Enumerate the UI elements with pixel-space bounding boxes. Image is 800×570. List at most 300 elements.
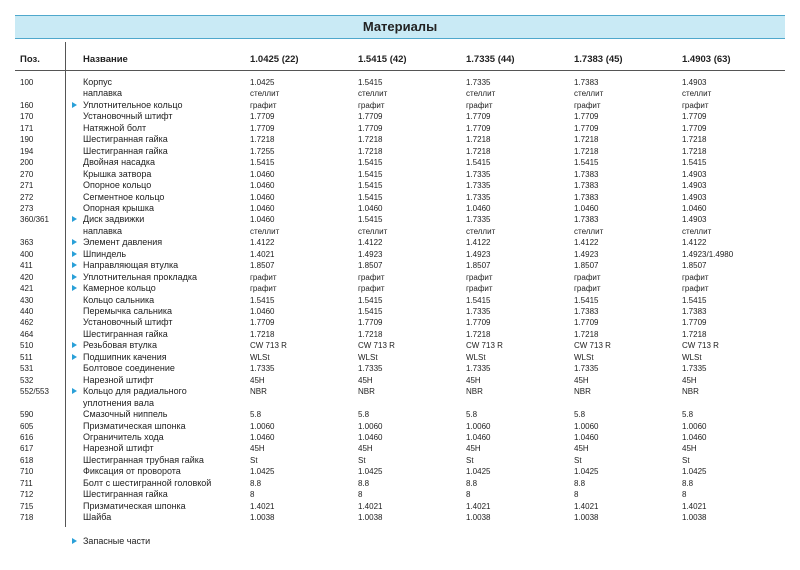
cell-material-2: 1.7218 xyxy=(358,146,383,156)
cell-pos: 272 xyxy=(20,192,34,202)
cell-material-1: 1.7709 xyxy=(250,318,275,328)
cell-pos: 400 xyxy=(20,249,34,259)
spare-part-marker-icon xyxy=(72,274,77,280)
cell-material-1: 1.0460 xyxy=(250,192,275,202)
table-row xyxy=(0,443,800,454)
cell-material-5: 1.4903 xyxy=(682,215,707,225)
cell-material-4: 1.7383 xyxy=(574,307,599,316)
cell-material-3: 1.7218 xyxy=(466,146,491,156)
cell-material-1: 1.0460 xyxy=(250,169,275,179)
cell-material-4: 1.7335 xyxy=(574,364,599,374)
cell-material-2: 45H xyxy=(358,444,373,454)
cell-pos: 170 xyxy=(20,112,34,122)
cell-material-2: 1.5415 xyxy=(358,158,383,168)
cell-material-2: St xyxy=(358,455,366,465)
cell-material-5: 1.7218 xyxy=(682,135,707,145)
cell-material-4: 1.7709 xyxy=(574,318,599,328)
cell-material-1: 1.0038 xyxy=(250,513,275,523)
cell-material-2: 1.0425 xyxy=(358,467,383,477)
cell-material-1: 1.7335 xyxy=(250,364,275,374)
cell-material-4: 1.7709 xyxy=(574,123,599,133)
cell-material-1: 1.0425 xyxy=(250,467,275,477)
footnote-text: Запасные части xyxy=(83,536,151,546)
cell-pos: 718 xyxy=(20,513,34,523)
cell-material-1: 1.0425 xyxy=(250,78,275,87)
cell-pos: 440 xyxy=(20,307,34,316)
cell-name: Призматическая шпонка xyxy=(83,500,186,511)
spare-part-marker-icon xyxy=(72,538,77,544)
cell-material-3: 1.0460 xyxy=(466,432,491,442)
cell-pos: 618 xyxy=(20,455,34,465)
spare-part-marker-icon xyxy=(72,285,77,291)
cell-pos: 270 xyxy=(20,169,34,179)
cell-material-3: St xyxy=(466,455,474,465)
cell-material-5: 1.0425 xyxy=(682,467,707,477)
table-row xyxy=(0,203,800,214)
cell-material-2: 8 xyxy=(358,490,363,500)
cell-material-2: 1.5415 xyxy=(358,307,383,316)
cell-material-3: 1.7335 xyxy=(466,181,491,191)
cell-material-1: графит xyxy=(250,272,277,282)
cell-material-3: WLSt xyxy=(466,352,486,362)
cell-material-5: 1.4122 xyxy=(682,238,707,248)
cell-pos: 200 xyxy=(20,158,34,168)
cell-material-1: стеллит xyxy=(250,89,280,99)
cell-material-4: графит xyxy=(574,284,601,294)
cell-material-4: 1.7383 xyxy=(574,192,599,202)
table-row xyxy=(0,88,800,99)
cell-material-5: WLSt xyxy=(682,352,702,362)
cell-material-3: 1.7218 xyxy=(466,135,491,145)
cell-material-5: 1.0060 xyxy=(682,421,707,431)
cell-material-2: 1.0060 xyxy=(358,421,383,431)
header-divider xyxy=(15,70,785,71)
table-row xyxy=(0,237,800,248)
cell-material-5: графит xyxy=(682,272,709,282)
cell-material-4: 45H xyxy=(574,375,589,385)
cell-material-4: 1.7218 xyxy=(574,329,599,339)
cell-name: Перемычка сальника xyxy=(83,306,173,316)
cell-material-5: стеллит xyxy=(682,226,712,236)
cell-name: Шестигранная гайка xyxy=(83,134,168,145)
table-row xyxy=(0,398,800,409)
cell-name: Шестигранная гайка xyxy=(83,489,168,500)
cell-material-1: 1.0460 xyxy=(250,203,275,213)
cell-material-2: графит xyxy=(358,284,385,294)
table-row xyxy=(0,123,800,134)
cell-pos: 430 xyxy=(20,295,34,305)
cell-material-4: St xyxy=(574,455,582,465)
cell-material-3: 1.0060 xyxy=(466,421,491,431)
cell-material-5: 1.7709 xyxy=(682,112,707,122)
cell-pos: 616 xyxy=(20,432,34,442)
cell-material-3: 1.0460 xyxy=(466,203,491,213)
cell-material-2: WLSt xyxy=(358,352,378,362)
cell-material-4: 45H xyxy=(574,444,589,454)
cell-name: Уплотнительное кольцо xyxy=(83,99,183,110)
cell-name: Нарезной штифт xyxy=(83,374,154,385)
cell-material-3: 1.7335 xyxy=(466,192,491,202)
cell-pos: 510 xyxy=(20,341,34,351)
header-col-4: 1.7383 (45) xyxy=(574,54,623,65)
cell-material-1: 1.0460 xyxy=(250,432,275,442)
cell-material-4: 1.5415 xyxy=(574,158,599,168)
cell-name: Резьбовая втулка xyxy=(83,340,157,351)
cell-pos: 710 xyxy=(20,467,34,477)
cell-pos: 194 xyxy=(20,146,34,156)
cell-material-4: 1.7383 xyxy=(574,215,599,225)
cell-pos: 531 xyxy=(20,364,34,374)
cell-material-2: графит xyxy=(358,100,385,110)
cell-material-5: стеллит xyxy=(682,89,712,99)
cell-pos: 590 xyxy=(20,410,34,420)
cell-name: Диск задвижки xyxy=(83,214,145,225)
cell-material-1: NBR xyxy=(250,387,267,397)
cell-material-5: 1.4021 xyxy=(682,501,707,511)
cell-material-5: NBR xyxy=(682,387,699,397)
cell-material-2: 1.7709 xyxy=(358,112,383,122)
cell-material-4: 1.7383 xyxy=(574,181,599,191)
cell-material-3: 1.4923 xyxy=(466,249,491,259)
cell-material-4: 1.0060 xyxy=(574,421,599,431)
table-row xyxy=(0,111,800,122)
cell-material-2: NBR xyxy=(358,387,375,397)
cell-material-5: 1.0460 xyxy=(682,203,707,213)
cell-pos: 532 xyxy=(20,375,34,385)
cell-name: Ограничитель хода xyxy=(83,431,164,442)
table-row xyxy=(0,375,800,386)
cell-material-3: стеллит xyxy=(466,226,496,236)
cell-material-2: CW 713 R xyxy=(358,341,395,351)
cell-material-1: 1.7218 xyxy=(250,135,275,145)
cell-material-1: 1.7218 xyxy=(250,329,275,339)
spare-part-marker-icon xyxy=(72,239,77,245)
cell-pos: 171 xyxy=(20,123,34,133)
cell-material-5: 1.7383 xyxy=(682,307,707,316)
cell-material-5: 1.8507 xyxy=(682,261,707,271)
cell-name: Кольцо для радиального xyxy=(83,386,187,397)
cell-material-3: 1.7335 xyxy=(466,307,491,316)
cell-name: Нарезной штифт xyxy=(83,443,154,454)
cell-name: Фиксация от проворота xyxy=(83,466,181,477)
cell-material-2: 1.0460 xyxy=(358,203,383,213)
cell-material-4: 1.4021 xyxy=(574,501,599,511)
header-col-2: 1.5415 (42) xyxy=(358,54,407,65)
cell-material-3: 1.7335 xyxy=(466,169,491,179)
cell-material-5: 1.4903 xyxy=(682,78,707,87)
table-row xyxy=(0,386,800,397)
title-bar xyxy=(15,15,785,39)
cell-material-1: 1.0060 xyxy=(250,421,275,431)
header-col-3: 1.7335 (44) xyxy=(466,54,515,65)
table-row xyxy=(0,466,800,477)
spare-part-marker-icon xyxy=(72,354,77,360)
cell-name: наплавка xyxy=(83,225,123,236)
cell-material-3: 5.8 xyxy=(466,410,478,420)
table-row xyxy=(0,192,800,203)
cell-material-3: графит xyxy=(466,100,493,110)
cell-material-3: 1.7335 xyxy=(466,364,491,374)
cell-material-3: 1.8507 xyxy=(466,261,491,271)
table-row xyxy=(0,489,800,500)
cell-material-2: 1.4923 xyxy=(358,249,383,259)
cell-material-3: 1.4021 xyxy=(466,501,491,511)
cell-material-4: стеллит xyxy=(574,89,604,99)
table-row xyxy=(0,340,800,351)
cell-material-5: 1.0038 xyxy=(682,513,707,523)
table-row xyxy=(0,329,800,340)
cell-name: Болт с шестигранной головкой xyxy=(83,477,212,488)
cell-name: Элемент давления xyxy=(83,237,163,248)
cell-material-3: 8.8 xyxy=(466,478,478,488)
cell-pos: 360/361 xyxy=(20,215,49,225)
cell-material-5: 1.4903 xyxy=(682,169,707,179)
cell-material-1: 1.0460 xyxy=(250,215,275,225)
cell-material-5: 8 xyxy=(682,490,687,500)
cell-material-5: 1.7709 xyxy=(682,123,707,133)
cell-pos: 462 xyxy=(20,318,34,328)
cell-material-2: 1.7218 xyxy=(358,135,383,145)
table-row xyxy=(0,512,800,523)
cell-name: Шестигранная трубная гайка xyxy=(83,454,204,465)
cell-material-5: 1.4903 xyxy=(682,192,707,202)
header-col-5: 1.4903 (63) xyxy=(682,54,731,65)
cell-material-3: 1.7218 xyxy=(466,329,491,339)
cell-material-4: 8 xyxy=(574,490,579,500)
spare-part-marker-icon xyxy=(72,102,77,108)
table-row xyxy=(0,134,800,145)
table-row xyxy=(0,501,800,512)
cell-material-5: St xyxy=(682,455,690,465)
cell-material-3: 1.0038 xyxy=(466,513,491,523)
cell-material-1: 1.4021 xyxy=(250,249,275,259)
cell-material-2: 1.0460 xyxy=(358,432,383,442)
cell-material-3: 1.7335 xyxy=(466,78,491,87)
cell-material-5: 8.8 xyxy=(682,478,694,488)
cell-material-2: стеллит xyxy=(358,226,388,236)
cell-material-2: 1.7335 xyxy=(358,364,383,374)
cell-pos: 617 xyxy=(20,444,34,454)
cell-material-2: 1.5415 xyxy=(358,295,383,305)
cell-material-4: графит xyxy=(574,272,601,282)
table-row xyxy=(0,432,800,443)
cell-material-4: 8.8 xyxy=(574,478,586,488)
table-row xyxy=(0,226,800,237)
cell-material-2: 1.7218 xyxy=(358,329,383,339)
cell-material-3: 1.7335 xyxy=(466,215,491,225)
cell-name: Кольцо сальника xyxy=(83,294,155,305)
cell-material-3: 1.7709 xyxy=(466,318,491,328)
spare-part-marker-icon xyxy=(72,388,77,394)
cell-material-1: 1.4122 xyxy=(250,238,275,248)
cell-material-1: St xyxy=(250,455,258,465)
cell-material-3: NBR xyxy=(466,387,483,397)
cell-material-2: 1.7709 xyxy=(358,318,383,328)
cell-material-2: 1.4122 xyxy=(358,238,383,248)
cell-name: Установочный штифт xyxy=(83,111,173,122)
cell-material-5: 1.7218 xyxy=(682,146,707,156)
cell-pos: 271 xyxy=(20,181,34,191)
cell-pos: 411 xyxy=(20,261,33,271)
cell-material-1: 5.8 xyxy=(250,410,262,420)
cell-material-4: CW 713 R xyxy=(574,341,611,351)
table-row xyxy=(0,249,800,260)
cell-material-3: 45H xyxy=(466,375,481,385)
table-row xyxy=(0,77,800,88)
cell-material-2: 1.5415 xyxy=(358,78,383,87)
cell-pos: 160 xyxy=(20,100,34,110)
cell-pos: 363 xyxy=(20,238,34,248)
cell-pos: 605 xyxy=(20,421,34,431)
cell-name: Уплотнительная прокладка xyxy=(83,271,198,282)
cell-pos: 552/553 xyxy=(20,387,49,397)
cell-material-2: 1.0038 xyxy=(358,513,383,523)
cell-name: Болтовое соединение xyxy=(83,363,175,374)
table-row xyxy=(0,100,800,111)
cell-material-2: 8.8 xyxy=(358,478,370,488)
cell-name: Шпиндель xyxy=(83,248,127,259)
cell-material-5: 5.8 xyxy=(682,410,694,420)
cell-material-1: графит xyxy=(250,284,277,294)
cell-name: Подшипник качения xyxy=(83,351,167,362)
cell-material-2: графит xyxy=(358,272,385,282)
cell-pos: 715 xyxy=(20,501,34,511)
cell-material-1: 1.5415 xyxy=(250,158,275,168)
cell-material-4: 1.8507 xyxy=(574,261,599,271)
cell-material-1: 1.7255 xyxy=(250,146,275,156)
cell-material-1: 1.7709 xyxy=(250,112,275,122)
cell-pos: 190 xyxy=(20,135,34,145)
cell-name: Корпус xyxy=(83,77,113,87)
header-pos: Поз. xyxy=(20,54,40,65)
footnote xyxy=(0,536,800,548)
cell-material-2: 5.8 xyxy=(358,410,370,420)
cell-name: Опорное кольцо xyxy=(83,180,152,191)
cell-material-4: 1.0038 xyxy=(574,513,599,523)
spare-part-marker-icon xyxy=(72,216,77,222)
cell-material-5: 1.7218 xyxy=(682,329,707,339)
cell-material-5: 1.5415 xyxy=(682,158,707,168)
cell-material-5: графит xyxy=(682,100,709,110)
cell-pos: 421 xyxy=(20,284,34,294)
page-title: Материалы xyxy=(362,19,438,34)
cell-material-1: WLSt xyxy=(250,352,270,362)
cell-material-2: 1.7709 xyxy=(358,123,383,133)
cell-material-1: CW 713 R xyxy=(250,341,287,351)
cell-material-5: 45H xyxy=(682,444,697,454)
cell-material-3: 1.0425 xyxy=(466,467,491,477)
cell-material-3: CW 713 R xyxy=(466,341,503,351)
cell-material-4: 1.7218 xyxy=(574,135,599,145)
cell-material-5: 1.7709 xyxy=(682,318,707,328)
cell-name: Установочный штифт xyxy=(83,317,173,328)
table-row xyxy=(0,409,800,420)
cell-name: Призматическая шпонка xyxy=(83,420,186,431)
cell-name: уплотнения вала xyxy=(83,397,154,408)
cell-material-4: WLSt xyxy=(574,352,594,362)
table-row xyxy=(0,295,800,306)
cell-pos: 712 xyxy=(20,490,34,500)
cell-material-3: 45H xyxy=(466,444,481,454)
cell-material-4: 1.7218 xyxy=(574,146,599,156)
cell-name: Крышка затвора xyxy=(83,168,152,179)
cell-material-5: CW 713 R xyxy=(682,341,719,351)
cell-material-4: NBR xyxy=(574,387,591,397)
cell-material-1: графит xyxy=(250,100,277,110)
cell-material-1: 1.5415 xyxy=(250,295,275,305)
cell-material-3: 1.5415 xyxy=(466,158,491,168)
cell-material-5: 45H xyxy=(682,375,697,385)
cell-material-2: 1.5415 xyxy=(358,169,383,179)
header-col-1: 1.0425 (22) xyxy=(250,54,299,65)
table-header xyxy=(0,54,800,68)
cell-material-4: 1.5415 xyxy=(574,295,599,305)
cell-material-1: 8.8 xyxy=(250,478,262,488)
cell-pos: 711 xyxy=(20,478,33,488)
cell-material-1: 45H xyxy=(250,375,265,385)
spare-part-marker-icon xyxy=(72,251,77,257)
cell-material-2: 1.5415 xyxy=(358,181,383,191)
cell-material-4: стеллит xyxy=(574,226,604,236)
table-row xyxy=(0,272,800,283)
cell-material-5: 1.7335 xyxy=(682,364,707,374)
cell-material-1: 1.0460 xyxy=(250,181,275,191)
table-row xyxy=(0,157,800,168)
table-row xyxy=(0,169,800,180)
cell-material-1: 1.0460 xyxy=(250,307,275,316)
cell-material-2: 1.5415 xyxy=(358,192,383,202)
table-row xyxy=(0,306,800,317)
cell-material-2: 1.4021 xyxy=(358,501,383,511)
cell-material-3: 8 xyxy=(466,490,471,500)
cell-name: Натяжной болт xyxy=(83,122,147,133)
cell-material-4: 5.8 xyxy=(574,410,586,420)
cell-pos: 464 xyxy=(20,329,34,339)
cell-pos: 273 xyxy=(20,203,34,213)
cell-material-2: стеллит xyxy=(358,89,388,99)
cell-name: наплавка xyxy=(83,88,123,99)
cell-material-3: 1.7709 xyxy=(466,123,491,133)
cell-material-4: 1.0460 xyxy=(574,203,599,213)
table-row xyxy=(0,283,800,294)
table-row xyxy=(0,363,800,374)
cell-pos: 420 xyxy=(20,272,34,282)
cell-material-3: графит xyxy=(466,272,493,282)
cell-name: Двойная насадка xyxy=(83,157,156,168)
cell-material-1: 1.8507 xyxy=(250,261,275,271)
cell-name: Шестигранная гайка xyxy=(83,145,168,156)
spare-part-marker-icon xyxy=(72,342,77,348)
cell-pos: 511 xyxy=(20,352,33,362)
cell-material-2: 1.5415 xyxy=(358,215,383,225)
cell-material-5: 1.4903 xyxy=(682,181,707,191)
table-row xyxy=(0,146,800,157)
cell-material-4: 1.7709 xyxy=(574,112,599,122)
cell-material-3: 1.5415 xyxy=(466,295,491,305)
table-row xyxy=(0,478,800,489)
cell-name: Сегментное кольцо xyxy=(83,191,165,202)
cell-material-3: графит xyxy=(466,284,493,294)
cell-material-4: 1.4122 xyxy=(574,238,599,248)
cell-material-2: 1.8507 xyxy=(358,261,383,271)
cell-name: Шестигранная гайка xyxy=(83,328,168,339)
cell-material-5: 1.4923/1.4980 xyxy=(682,249,734,259)
table-row xyxy=(0,455,800,466)
cell-pos: 100 xyxy=(20,78,34,87)
table-row xyxy=(0,214,800,225)
cell-material-5: 1.5415 xyxy=(682,295,707,305)
cell-name: Шайба xyxy=(83,512,112,523)
